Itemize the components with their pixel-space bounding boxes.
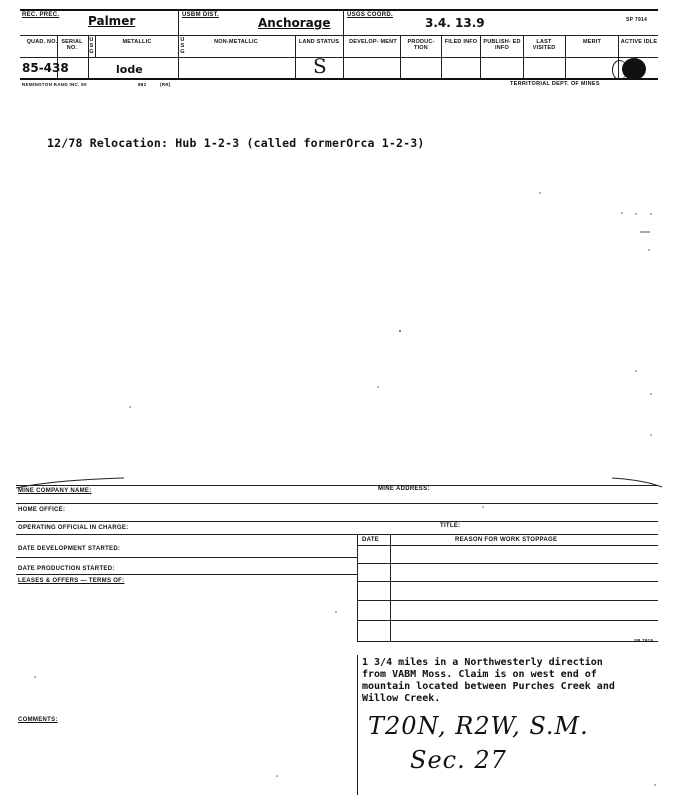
land-status-value: S <box>313 54 327 78</box>
rec-prec-value: Palmer <box>88 14 136 28</box>
usgs-coord-label: USGS COORD. <box>347 12 393 18</box>
mine-company-label: MINE COMPANY NAME: <box>18 488 92 494</box>
usbm-dist-value: Anchorage <box>258 16 331 30</box>
col-production: PRODUC- TION <box>407 39 435 51</box>
dev-started-label: DATE DEVELOPMENT STARTED: <box>18 546 121 552</box>
col-merit: MERIT <box>582 39 602 45</box>
footer-code-1: 882 <box>138 82 147 87</box>
description-line: from VABM Moss. Claim is on west end of <box>362 669 597 680</box>
title-label: TITLE: <box>440 523 461 529</box>
home-office-label: HOME OFFICE: <box>18 507 66 513</box>
territorial-dept-footer: TERRITORIAL DEPT. OF MINES <box>510 81 600 87</box>
col-metallic: METALLIC <box>122 39 152 45</box>
handwritten-section: Sec. 27 <box>410 746 507 774</box>
col-non-metallic: NON-METALLIC <box>214 39 258 45</box>
description-line: Willow Creek. <box>362 693 441 704</box>
handwritten-location: T20N, R2W, S.M. <box>368 712 589 740</box>
reason-label: REASON FOR WORK STOPPAGE <box>455 537 558 543</box>
date-label: DATE <box>362 537 380 543</box>
col-us-metallic: U S G <box>89 37 94 55</box>
description-line: 1 3/4 miles in a Northwesterly direction <box>362 657 603 668</box>
form-code-bottom: SP 7915 <box>634 638 654 643</box>
leases-label: LEASES & OFFERS — TERMS OF: <box>18 578 125 584</box>
remington-footer: REMINGTON RAND INC. 50 <box>22 82 87 87</box>
rec-prec-label: REC. PREC. <box>22 12 60 18</box>
footer-code-2: (RR) <box>160 82 171 87</box>
col-quad-no: QUAD. NO. <box>26 39 58 45</box>
usgs-coord-value: 3.4. 13.9 <box>425 16 485 30</box>
usbm-dist-label: USBM DIST. <box>182 12 220 18</box>
form-code-top: SP 7914 <box>626 17 648 23</box>
description-line: mountain located between Purches Creek and <box>362 681 615 692</box>
col-us-nonmetallic: U S G <box>180 37 185 55</box>
metallic-value: lode <box>116 63 143 76</box>
mine-address-label: MINE ADDRESS: <box>378 486 430 492</box>
operating-official-label: OPERATING OFFICIAL IN CHARGE: <box>18 525 129 531</box>
col-active-idle: ACTIVE IDLE <box>620 39 658 45</box>
col-serial-no: SERIAL NO. <box>61 39 83 51</box>
col-land-status: LAND STATUS <box>298 39 340 45</box>
relocation-note: 12/78 Relocation: Hub 1-2-3 (called formerOrca 1-2-3) <box>47 136 425 150</box>
col-development: DEVELOP- MENT <box>349 39 397 45</box>
quad-serial-value: 85-438 <box>22 61 69 75</box>
col-last-visited: LAST VISITED <box>532 39 556 51</box>
comments-label: COMMENTS: <box>18 717 58 723</box>
col-filed-info: FILED INFO <box>444 39 478 45</box>
prod-started-label: DATE PRODUCTION STARTED: <box>18 566 115 572</box>
col-published-info: PUBLISH- ED INFO <box>483 39 521 51</box>
